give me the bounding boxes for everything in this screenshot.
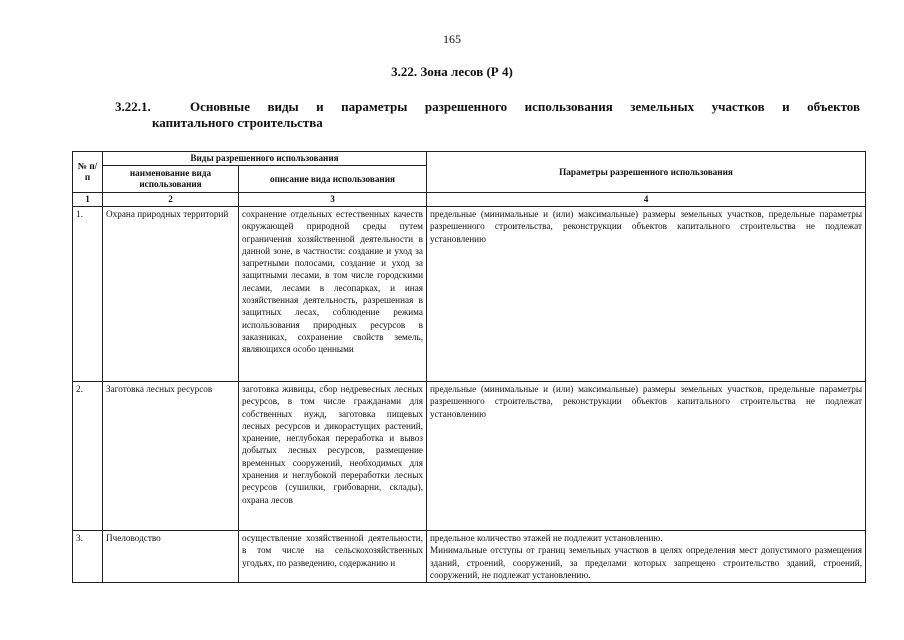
- column-index: 4: [427, 193, 866, 207]
- subsection-title-line1: [115, 99, 860, 115]
- subsection-number: 3.22.1.: [115, 99, 151, 114]
- use-params: предельные (минимальные и (или) максимальные) размеры земельных участков, предельные параметры разрешенного строительства, реконструкции объектов капитального строительства не подлежат установлению: [430, 209, 862, 244]
- use-name: Заготовка лесных ресурсов: [103, 382, 239, 531]
- header-params: Параметры разрешенного использования: [427, 152, 866, 193]
- use-params: предельные (минимальные и (или) максимальные) размеры земельных участков, предельные параметры разрешенного строительства, реконструкции объектов капитального строительства не подлежат установлению: [430, 384, 862, 419]
- use-description: осуществление хозяйственной деятельности, в том числе на сельскохозяйственных угодьях, по разведению, содержанию и: [242, 533, 423, 568]
- use-params-cell: [427, 207, 866, 382]
- use-description: сохранение отдельных естественных качеств окружающей природной среды путем ограничения хозяйственной деятельности в данной зоне, в частности: создание и уход за запретными полосами, создание и уход за защитными лесами, в том числе городскими лесами, лесами в лесопарках, и иная хозяйственная деятельность, разрешенная в защитных лесах, соблюдение режима использования природных ресурсов в заказниках, сохранение свойств земель, являющихся особо ценными: [242, 209, 423, 355]
- table-row: [73, 207, 866, 382]
- row-number: 2.: [73, 382, 103, 531]
- header-num: № п/п: [73, 152, 103, 193]
- column-index: 2: [103, 193, 239, 207]
- section-title: 3.22. Зона лесов (Р 4): [391, 64, 513, 79]
- permitted-use-table: [72, 151, 866, 583]
- use-description-cell: [239, 382, 427, 531]
- use-description-cell: [239, 207, 427, 382]
- header-kinds-group: Виды разрешенного использования: [103, 152, 427, 166]
- use-params-cell: [427, 382, 866, 531]
- subsection-title-line2: капитального строительства: [152, 115, 323, 130]
- use-params: предельное количество этажей не подлежит установлению.: [430, 533, 663, 543]
- table-row: [73, 382, 866, 531]
- header-kind-name: наименование вида использования: [103, 166, 239, 193]
- row-number: 1.: [73, 207, 103, 382]
- header-kind-desc: описание вида использования: [239, 166, 427, 193]
- use-name: Пчеловодство: [103, 531, 239, 583]
- subsection-title-text1: Основные виды и параметры разрешенного использования земельных участков и объектов: [190, 99, 860, 114]
- page-number: 165: [443, 32, 461, 46]
- use-params: Минимальные отступы от границ земельных участков в целях определения мест допустимого размещения зданий, строений, сооружений, за пределами которых запрещено строительство зданий, строений, сооружений, не подлежат установлению.: [430, 545, 862, 580]
- use-description: заготовка живицы, сбор недревесных лесных ресурсов, в том числе гражданами для собственных нужд, заготовка пищевых лесных ресурсов и дикорастущих растений, хранение, неглубокая переработка и вывоз добытых лесных ресурсов, размещение временных сооружений, необходимых для хранения и неглубокой переработки лесных ресурсов (сушилки, грибоварни, склады), охрана лесов: [242, 384, 423, 505]
- table-row: [73, 531, 866, 583]
- column-index: 3: [239, 193, 427, 207]
- use-description-cell: [239, 531, 427, 583]
- row-number: 3.: [73, 531, 103, 583]
- use-name: Охрана природных территорий: [103, 207, 239, 382]
- use-params-cell: [427, 531, 866, 583]
- column-index: 1: [73, 193, 103, 207]
- subsection-heading: [115, 99, 860, 131]
